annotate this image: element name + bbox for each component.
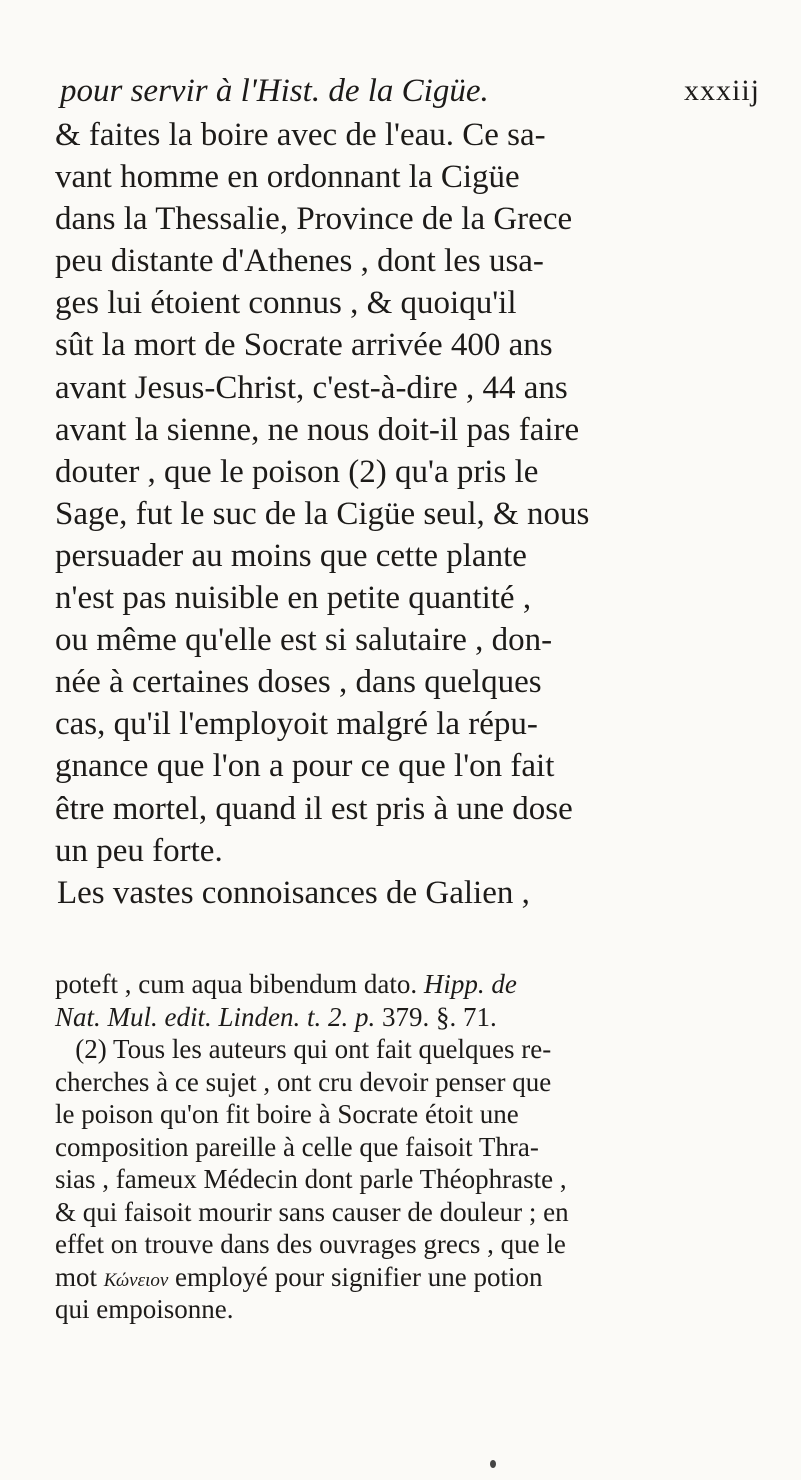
footnote-text: 379. §. 71.: [375, 1001, 497, 1032]
ink-speck: [490, 1460, 496, 1468]
text-line: ou même qu'elle est si salutaire , don-: [55, 622, 553, 659]
text-line: & faites la boire avec de l'eau. Ce sa-: [55, 117, 546, 153]
main-text: [55, 114, 770, 914]
footnote-text: poteft , cum aqua bibendum dato.: [55, 969, 424, 999]
text-line: n'est pas nuisible en petite quantité ,: [55, 580, 532, 617]
footnote-line: qui empoisonne.: [55, 1294, 234, 1324]
text-line: un peu forte.: [55, 832, 223, 869]
text-line: vant homme en ordonnant la Cigüe: [55, 159, 520, 196]
text-line: cas, qu'il l'employoit malgré la répu-: [55, 706, 538, 743]
text-line: avant la sienne, ne nous doit-il pas faire: [55, 411, 580, 448]
running-head: [60, 68, 760, 114]
text-line: sût la mort de Socrate arrivée 400 ans: [55, 327, 553, 364]
footnote-line: composition pareille à celle que faisoit Thra-: [55, 1131, 539, 1162]
text-line: dans la Thessalie, Province de la Grece: [55, 201, 573, 238]
citation-text: Hipp. de: [423, 969, 517, 999]
text-line: née à certaines doses , dans quelques: [55, 664, 542, 701]
footnote-line: le poison qu'on fit boire à Socrate étoit une: [55, 1099, 519, 1129]
page-number: xxxiij: [683, 74, 760, 107]
footnote-line: cherches à ce sujet , ont cru devoir penser que: [55, 1066, 552, 1097]
text-line: avant Jesus-Christ, c'est-à-dire , 44 ans: [55, 369, 568, 406]
footnote-line: [55, 1261, 770, 1294]
footnote-text: mot: [55, 1261, 104, 1292]
text-line: ges lui étoient connus , & quoiqu'il: [55, 285, 517, 322]
greek-word: Κώνειον: [103, 1269, 169, 1291]
footnote-line: & qui faisoit mourir sans causer de douleur ; en: [55, 1196, 569, 1227]
text-line: peu distante d'Athenes , dont les usa-: [55, 243, 544, 280]
footnotes: [55, 968, 770, 1326]
text-line: gnance que l'on a pour ce que l'on fait: [55, 748, 555, 785]
text-line: Les vastes connoisances de Galien ,: [57, 874, 530, 911]
citation-text: Nat. Mul. edit. Linden. t. 2. p.: [55, 1001, 376, 1032]
text-line: Sage, fut le suc de la Cigüe seul, & nous: [55, 495, 590, 532]
footnote-text: employé pour signifier une potion: [168, 1261, 543, 1292]
running-head-title: pour servir à l'Hist. de la Cigüe.: [60, 73, 489, 109]
footnote-line: (2) Tous les auteurs qui ont fait quelques re-: [55, 1034, 552, 1064]
text-line: douter , que le poison (2) qu'a pris le: [55, 453, 539, 490]
footnote-line: sias , fameux Médecin dont parle Théophraste ,: [55, 1164, 567, 1194]
footnote-line: [55, 968, 770, 1001]
text-line: persuader au moins que cette plante: [55, 537, 527, 574]
footnote-line: effet on trouve dans des ouvrages grecs , que le: [55, 1229, 566, 1259]
footnote-line: [55, 1001, 770, 1034]
text-line: être mortel, quand il est pris à une dose: [55, 790, 573, 827]
